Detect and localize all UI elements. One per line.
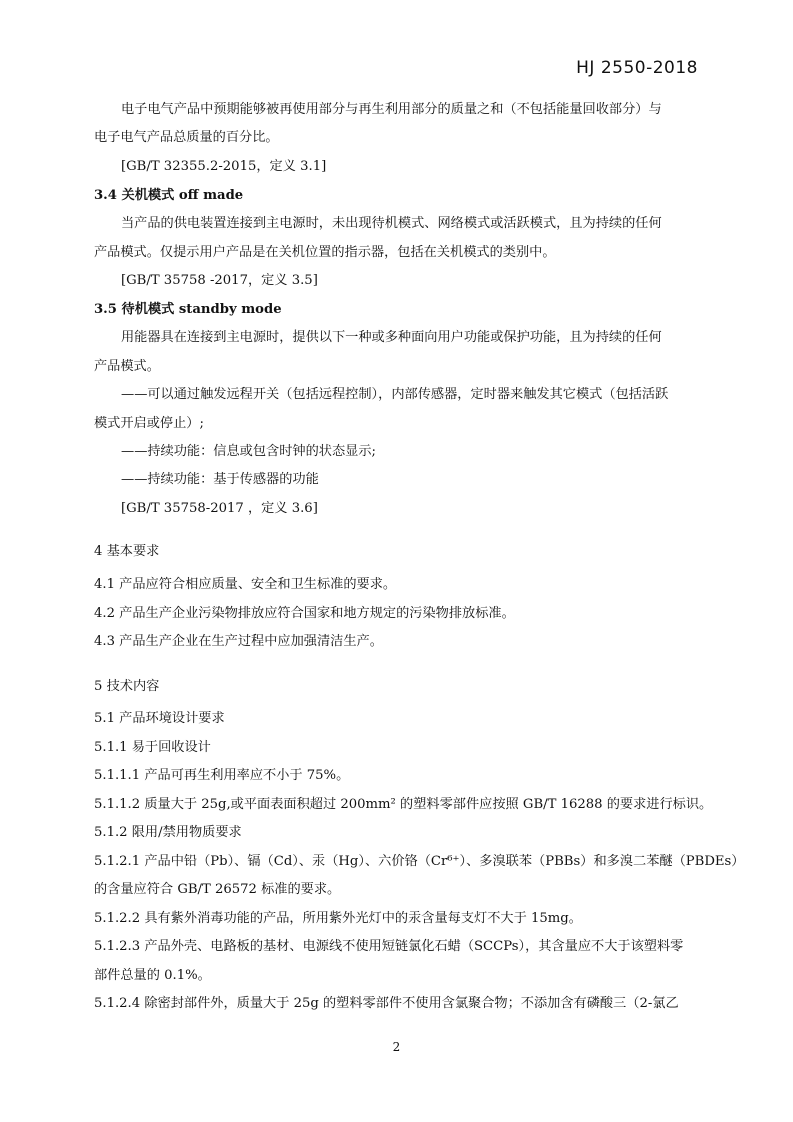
clause: 5.1.2.3 产品外壳、电路板的基材、电源线不使用短链氯化石蜡（SCCPs），其含量应不大于该塑料零 — [94, 939, 684, 954]
section-heading: 3.4 关机模式 off made — [94, 188, 244, 203]
page-number: 2 — [392, 1040, 401, 1054]
clause: 4.1 产品应符合相应质量、安全和卫生标准的要求。 — [94, 577, 397, 592]
citation: [GB/T 35758 -2017，定义 3.5] — [121, 273, 318, 288]
clause: 5.1.2.2 具有紫外消毒功能的产品，所用紫外光灯中的汞含量每支灯不大于 15mg。 — [94, 911, 582, 926]
clause: 4.2 产品生产企业污染物排放应符合国家和地方规定的污染物排放标准。 — [94, 606, 515, 621]
chapter-heading: 4 基本要求 — [94, 544, 160, 559]
body-line: 电子电气产品总质量的百分比。 — [94, 130, 279, 145]
list-item: ——可以通过触发远程开关（包括远程控制），内部传感器，定时器来触发其它模式（包括活跃 — [121, 387, 669, 402]
body-line: 模式开启或停止）; — [94, 416, 204, 431]
section-heading: 3.5 待机模式 standby mode — [94, 302, 282, 317]
document-id: HJ 2550-2018 — [576, 58, 698, 78]
body-line: 的含量应符合 GB/T 26572 标准的要求。 — [94, 882, 341, 897]
clause: 5.1 产品环境设计要求 — [94, 711, 225, 726]
chapter-heading: 5 技术内容 — [94, 679, 160, 694]
body-line: 电子电气产品中预期能够被再使用部分与再生利用部分的质量之和（不包括能量回收部分）与 — [121, 102, 662, 117]
body-line: 产品模式。仅提示用户产品是在关机位置的指示器，包括在关机模式的类别中。 — [94, 245, 556, 260]
citation: [GB/T 32355.2-2015，定义 3.1] — [121, 159, 327, 174]
clause: 5.1.1.1 产品可再生利用率应不小于 75%。 — [94, 768, 350, 783]
citation: [GB/T 35758-2017 ，定义 3.6] — [121, 501, 318, 516]
body-line: 产品模式。 — [94, 359, 160, 374]
clause: 5.1.2.1 产品中铅（Pb）、镉（Cd）、汞（Hg）、六价铬（Cr⁶⁺）、多溴联苯（PBBs）和多溴二苯醚（PBDEs） — [94, 854, 745, 869]
list-item: ——持续功能：信息或包含时钟的状态显示; — [121, 444, 377, 459]
body-line: 用能器具在连接到主电源时，提供以下一种或多种面向用户功能或保护功能，且为持续的任何 — [121, 330, 662, 345]
body-line: 当产品的供电装置连接到主电源时，未出现待机模式、网络模式或活跃模式，且为持续的任何 — [121, 216, 662, 231]
clause: 4.3 产品生产企业在生产过程中应加强清洁生产。 — [94, 634, 383, 649]
body-line: 部件总量的 0.1%。 — [94, 968, 211, 983]
list-item: ——持续功能：基于传感器的功能 — [121, 472, 319, 487]
clause: 5.1.1 易于回收设计 — [94, 740, 211, 755]
clause: 5.1.2 限用/禁用物质要求 — [94, 825, 242, 840]
clause: 5.1.2.4 除密封部件外，质量大于 25g 的塑料零部件不使用含氯聚合物；不添加含有磷酸三（2-氯乙 — [94, 996, 679, 1011]
clause: 5.1.1.2 质量大于 25g,或平面表面积超过 200mm² 的塑料零部件应按照 GB/T 16288 的要求进行标识。 — [94, 797, 713, 812]
